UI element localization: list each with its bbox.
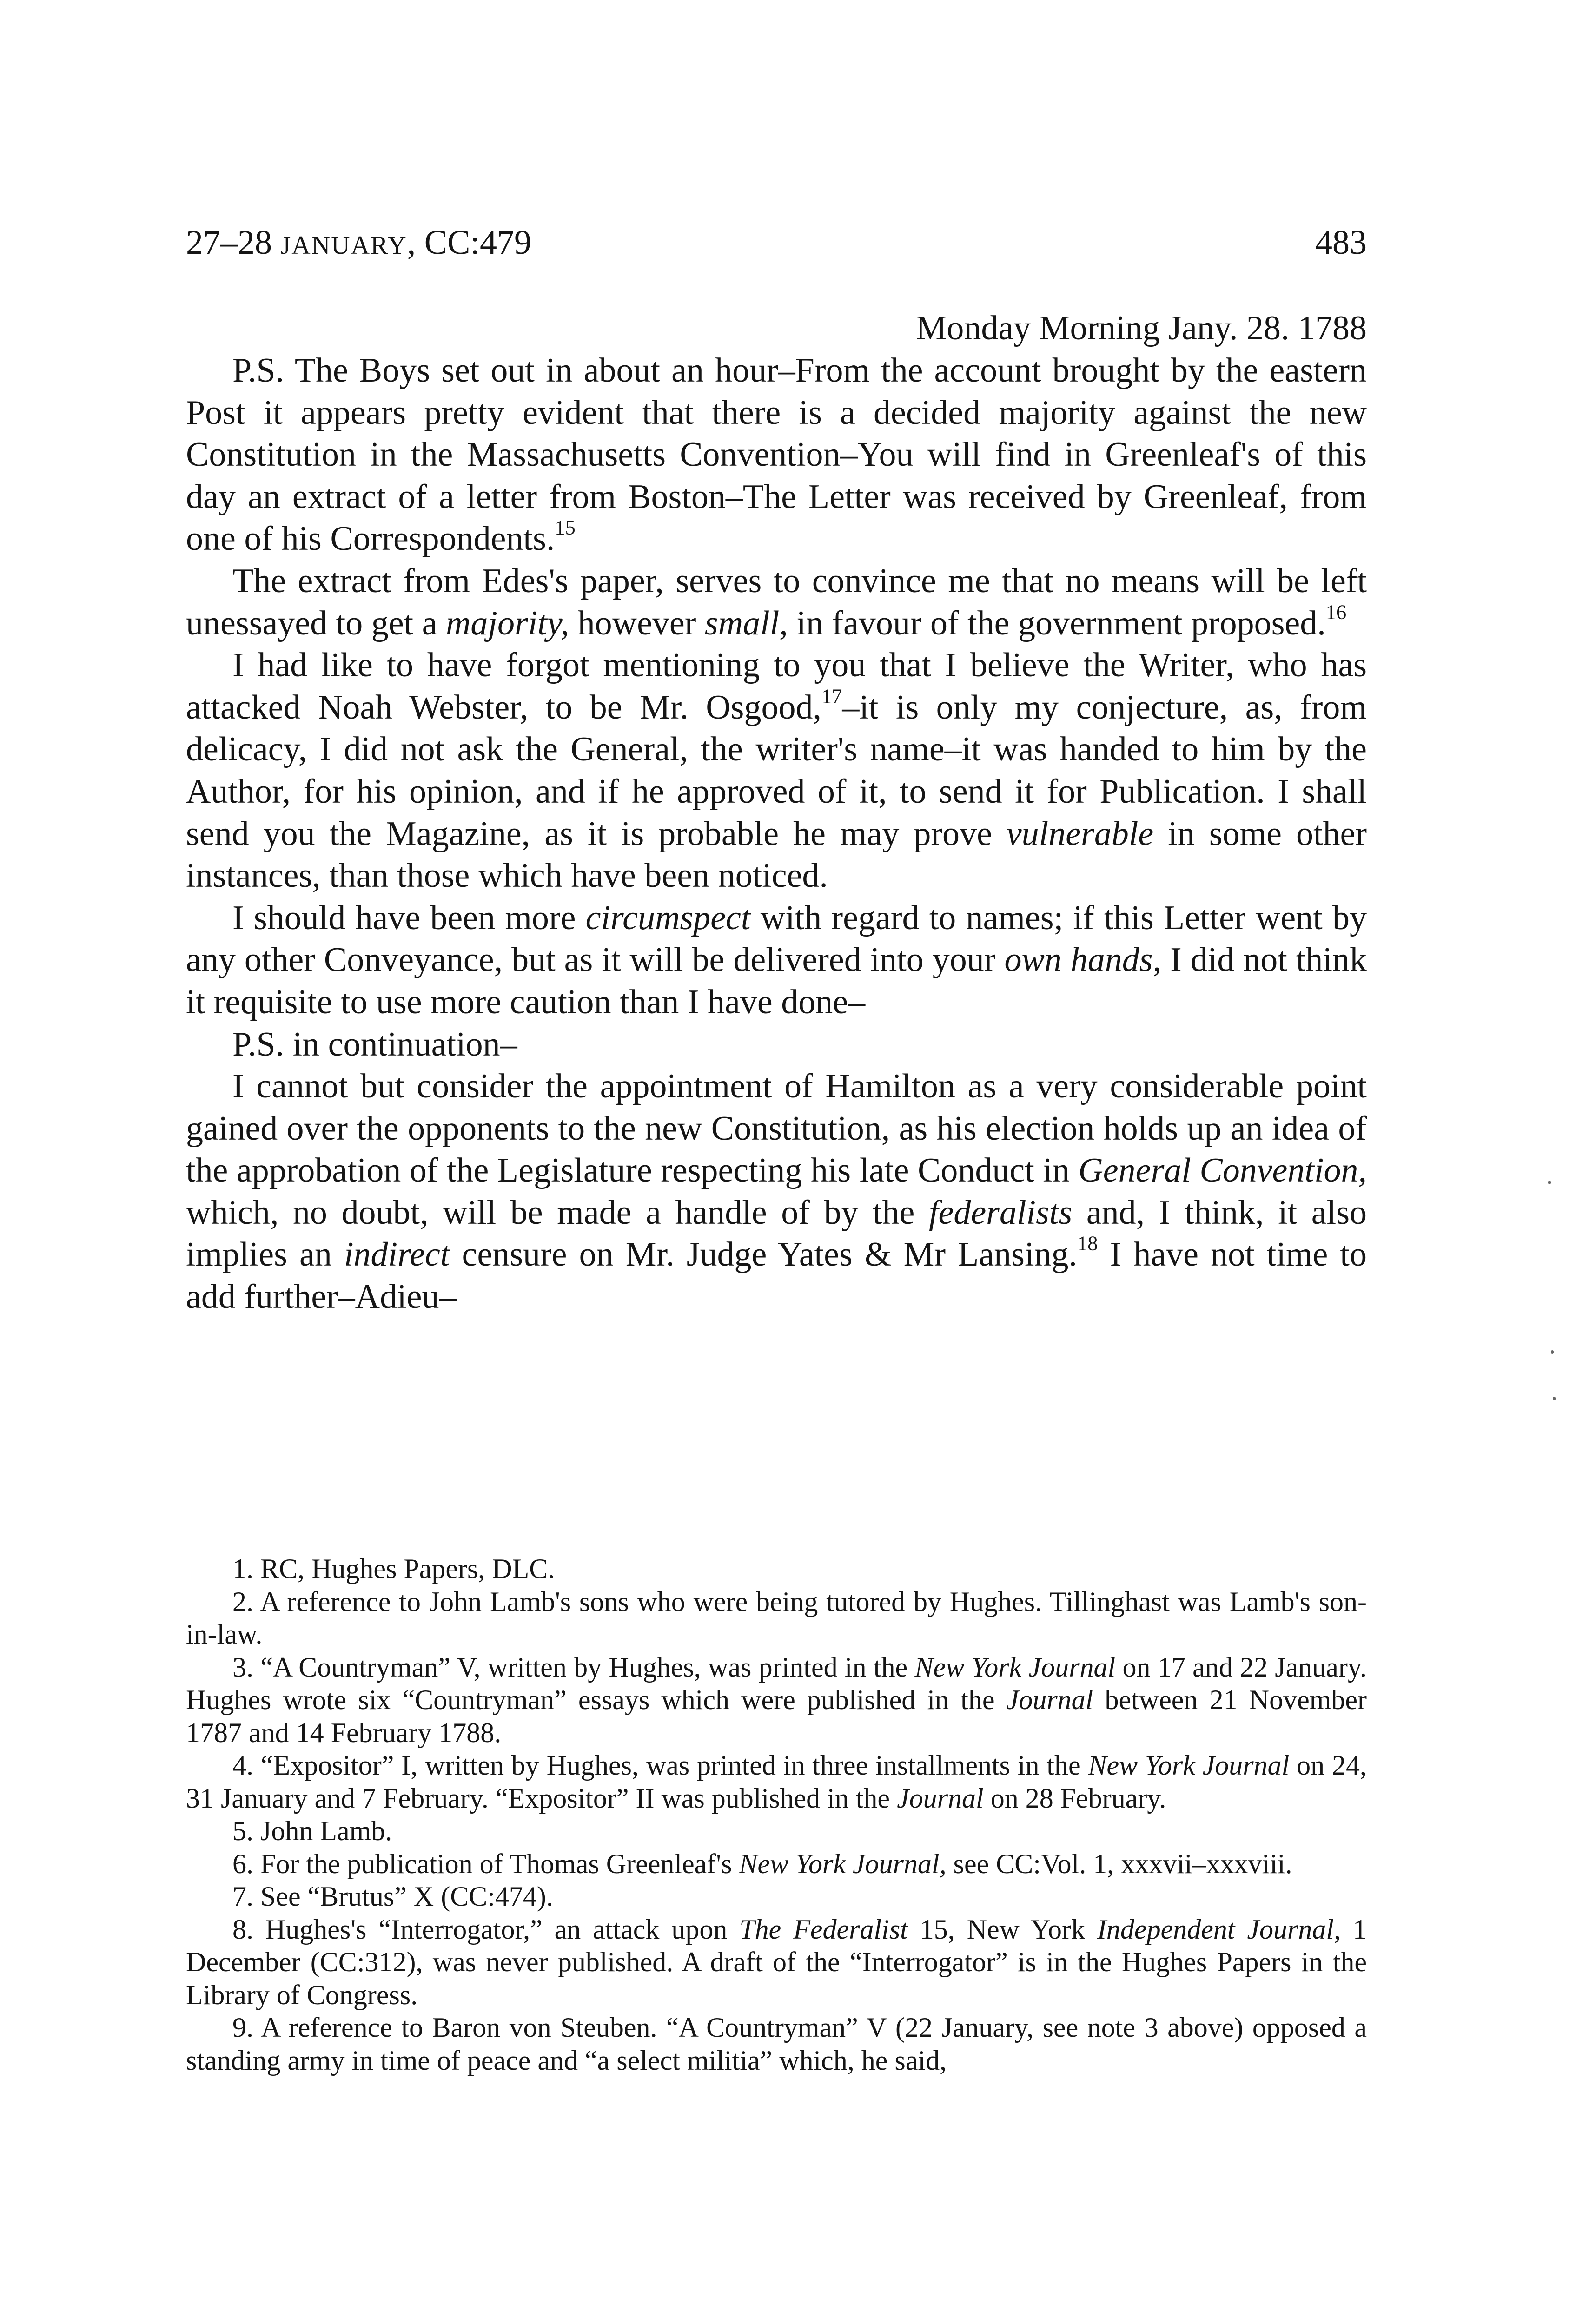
- italic-text: Journal: [1006, 1684, 1093, 1715]
- text-run: however: [569, 604, 705, 642]
- text-run: P.S. The Boys set out in about an hour–From the account brought by the eastern Post it appears pretty evident that there is a decided majority against the new Constitution in the Massachusetts Convention–You will find in Greenleaf's of this day an extract of a letter from Boston–The Letter was received by Greenleaf, from one of his Correspondents.: [186, 351, 1367, 558]
- text-run: on 24, 31 January and 7 February. “Expositor” II was published in the: [186, 1750, 1367, 1814]
- text-run: between 21 November 1787 and 14 February 1788.: [186, 1684, 1367, 1748]
- italic-text: Independent Journal,: [1097, 1914, 1341, 1945]
- letter-body: [186, 350, 1367, 1318]
- text-run: I should have been more: [232, 898, 586, 937]
- footnote-ref: 17: [821, 684, 842, 708]
- text-run: 4. “Expositor” I, written by Hughes, was printed in three installments in the: [232, 1750, 1088, 1781]
- italic-text: small,: [704, 604, 788, 642]
- text-run: 1 December (CC:312), was never published. A draft of the “Interrogator” is in the Hughes Papers in the Library of Congress.: [186, 1914, 1367, 2010]
- margin-speck: [1548, 1181, 1551, 1184]
- text-run: 8. Hughes's “Interrogator,” an attack upon: [232, 1914, 740, 1945]
- running-head-date: 27–28: [186, 224, 281, 262]
- dateline: Monday Morning Jany. 28. 1788: [916, 309, 1367, 347]
- running-head-month: JANUARY: [280, 231, 407, 260]
- margin-speck: [1553, 1397, 1556, 1400]
- italic-text: General Convention,: [1078, 1151, 1367, 1190]
- italic-text: New York Journal: [914, 1651, 1116, 1683]
- italic-text: New York Journal: [1088, 1750, 1290, 1781]
- text-run: and, I think, it also implies an: [186, 1193, 1367, 1274]
- text-run: with regard to names; if this Letter went by any other Conveyance, but as it will be delivered into your: [186, 898, 1367, 979]
- italic-text: own hands,: [1004, 941, 1162, 979]
- text-run: in some other instances, than those which have been noticed.: [186, 814, 1367, 895]
- italic-text: indirect: [344, 1235, 450, 1274]
- running-head-title: [186, 215, 531, 273]
- footnote-ref: 18: [1077, 1232, 1098, 1255]
- italic-text: Journal: [897, 1783, 984, 1814]
- text-run: I did not think it requisite to use more caution than I have done–: [186, 941, 1367, 1021]
- footnote: [186, 1913, 1367, 2012]
- text-run: see CC:Vol. 1, xxxvii–xxxviii.: [946, 1848, 1292, 1879]
- text-run: which, no doubt, will be made a handle of by the: [186, 1193, 929, 1232]
- footnote-ref: 15: [555, 516, 576, 540]
- text-run: on 17 and 22 January. Hughes wrote six “Countryman” essays which were published in the: [186, 1651, 1367, 1715]
- text-run: 6. For the publication of Thomas Greenleaf's: [232, 1848, 739, 1879]
- italic-text: federalists: [928, 1193, 1073, 1232]
- letter-paragraph: [186, 644, 1367, 897]
- italic-text: New York Journal,: [739, 1848, 947, 1879]
- running-head-doc-number: , CC:479: [407, 224, 532, 262]
- italic-text: vulnerable: [1006, 814, 1154, 853]
- italic-text: circumspect: [585, 898, 751, 937]
- text-run: I have not time to add further–Adieu–: [186, 1235, 1367, 1316]
- text-run: I cannot but consider the appointment of Hamilton as a very considerable point gained over the opponents to the new Constitution, as his election holds up an idea of the approbation of the Legislature respecting his late Conduct in: [186, 1067, 1367, 1190]
- running-header: [186, 215, 1367, 271]
- footnote: [186, 1848, 1367, 1881]
- text-run: 3. “A Countryman” V, written by Hughes, was printed in the: [232, 1651, 915, 1683]
- footnote: 7. See “Brutus” X (CC:474).: [232, 1881, 553, 1912]
- footnote: 5. John Lamb.: [232, 1816, 392, 1846]
- footnote: [186, 1749, 1367, 1815]
- text-run: –it is only my conjecture, as, from delicacy, I did not ask the General, the writer's name–it was handed to him by the Author, for his opinion, and if he approved of it, to send it for Publication. I shall send you the Magazine, as it is probable he may prove: [186, 688, 1367, 853]
- text-run: on 28 February.: [983, 1783, 1166, 1814]
- letter-paragraph: [186, 350, 1367, 560]
- letter-paragraph: [186, 560, 1367, 644]
- letter-paragraph: P.S. in continuation–: [232, 1025, 517, 1063]
- text-run: censure on Mr. Judge Yates & Mr Lansing.: [450, 1235, 1078, 1274]
- footnote: 9. A reference to Baron von Steuben. “A Countryman” V (22 January, see note 3 above) opposed a standing army in time of peace and “a select militia” which, he said,: [186, 2012, 1367, 2076]
- footnote: [186, 1651, 1367, 1750]
- margin-speck: [1551, 1350, 1554, 1354]
- text-run: I had like to have forgot mentioning to you that I believe the Writer, who has attacked Noah Webster, to be Mr. Osgood,: [186, 646, 1367, 726]
- text-run: The extract from Edes's paper, serves to convince me that no means will be left unessayed to get a: [186, 561, 1367, 642]
- letter-paragraph: [186, 897, 1367, 1023]
- footnote-ref: 16: [1325, 600, 1347, 624]
- footnote: 2. A reference to John Lamb's sons who were being tutored by Hughes. Tillinghast was Lamb's son-in-law.: [186, 1586, 1367, 1650]
- italic-text: The Federalist: [739, 1914, 908, 1945]
- text-run: in favour of the government proposed.: [788, 604, 1326, 642]
- page-number: 483: [1315, 224, 1367, 262]
- italic-text: majority,: [445, 604, 569, 642]
- letter-paragraph: [186, 1065, 1367, 1318]
- text-run: 15, New York: [907, 1914, 1097, 1945]
- footnotes: [186, 1552, 1367, 2077]
- footnote: 1. RC, Hughes Papers, DLC.: [232, 1553, 555, 1584]
